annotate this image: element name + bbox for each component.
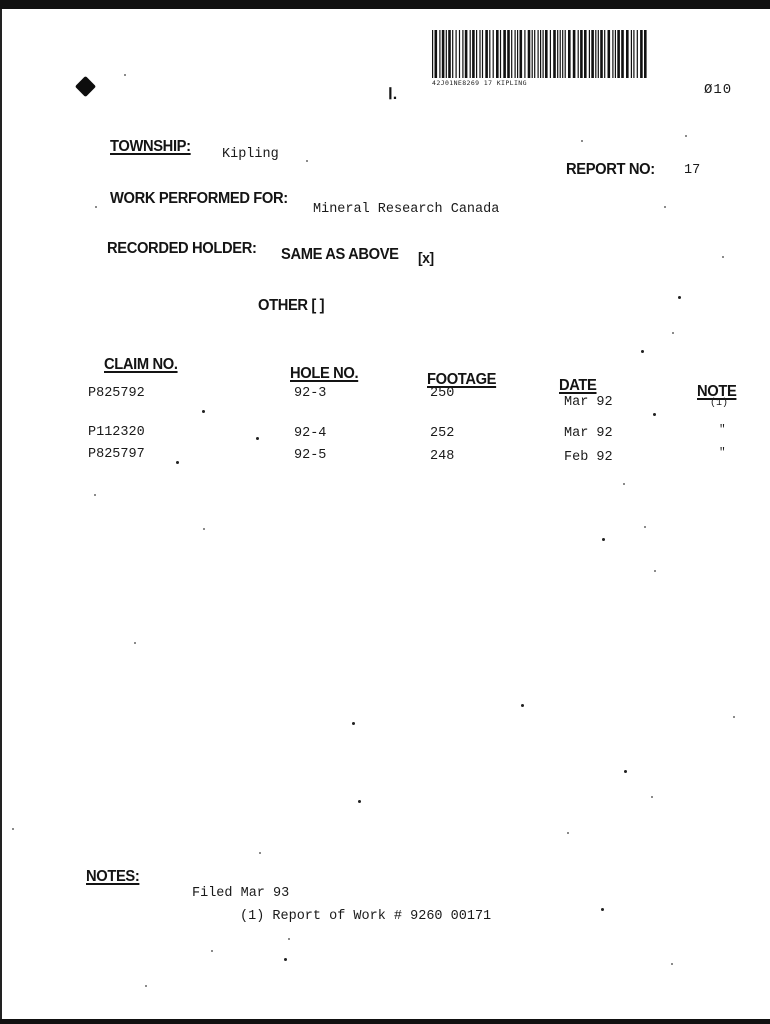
barcode-bar (615, 30, 616, 78)
barcode-bar (452, 30, 453, 78)
barcode-bar (644, 30, 647, 78)
barcode-bar (565, 30, 566, 78)
barcode-bar (448, 30, 451, 78)
table-row-1-date: Mar 92 (564, 395, 613, 410)
barcode-bar (584, 30, 587, 78)
hole-no-header: HOLE NO. (290, 365, 359, 382)
barcode-bar (631, 30, 632, 78)
barcode-bar (485, 30, 488, 78)
table-row-3-note: " (719, 447, 726, 459)
barcode-bar (524, 30, 525, 78)
barcode-bar (637, 30, 638, 78)
barcode-bar (595, 30, 596, 78)
barcode-bar (553, 30, 556, 78)
barcode-bar (532, 30, 533, 78)
note-header: NOTE (697, 383, 737, 400)
barcode-bar (633, 30, 634, 78)
table-row-3-footage: 248 (430, 449, 455, 464)
scan-border-top (0, 0, 770, 9)
scan-border-bottom (0, 1019, 770, 1024)
barcode-bar (621, 30, 624, 78)
claim-no-header: CLAIM NO. (104, 356, 178, 373)
table-row-1-note: (1) (710, 398, 729, 409)
barcode-caption: 42J01NE8269 17 KIPLING (432, 79, 527, 87)
barcode-bar (580, 30, 583, 78)
barcode-bar (598, 30, 599, 78)
barcode-bar (446, 30, 447, 78)
barcode-bar (600, 30, 603, 78)
table-row-2-date: Mar 92 (564, 426, 613, 441)
barcode-bar (543, 30, 544, 78)
work-performed-value: Mineral Research Canada (313, 202, 500, 217)
table-row-3-hole: 92-5 (294, 448, 327, 463)
barcode-bar (439, 30, 440, 78)
barcode-bar (459, 30, 460, 78)
registration-mark-icon (75, 76, 96, 97)
table-row-2-footage: 252 (430, 426, 455, 441)
barcode-bar (507, 30, 510, 78)
page-code: Ø10 (704, 82, 733, 98)
notes-item-1: (1) Report of Work # 9260 00171 (240, 909, 492, 924)
barcode-bar (500, 30, 501, 78)
barcode-bar (493, 30, 494, 78)
footage-header: FOOTAGE (427, 371, 497, 388)
report-label: REPORT NO: (566, 161, 655, 178)
work-performed-label: WORK PERFORMED FOR: (110, 190, 288, 207)
barcode-bar (589, 30, 590, 78)
barcode-bar (626, 30, 629, 78)
barcode-bar (578, 30, 579, 78)
barcode-bar (550, 30, 551, 78)
barcode-bar (538, 30, 539, 78)
table-row-1-hole: 92-3 (294, 386, 327, 401)
barcode-bar (612, 30, 613, 78)
scan-border-left (0, 9, 2, 1019)
barcode-bar (476, 30, 477, 78)
barcode-bar (435, 30, 438, 78)
barcode-bar (465, 30, 468, 78)
same-as-above-checkbox: [x] (418, 250, 434, 267)
recorded-holder-value: SAME AS ABOVE (281, 246, 399, 263)
barcode-bar (456, 30, 457, 78)
township-value: Kipling (222, 147, 279, 162)
barcode-bar (604, 30, 605, 78)
barcode-bar (608, 30, 611, 78)
other-label: OTHER [ ] (258, 297, 325, 314)
barcode-bar (517, 30, 518, 78)
table-row-2-claim: P112320 (88, 425, 145, 440)
stray-mark: Ⅰ. (388, 86, 398, 103)
barcode-bar (560, 30, 561, 78)
table-row-1-claim: P825792 (88, 386, 145, 401)
barcode-bar (432, 30, 433, 78)
table-row-2-note: " (719, 424, 726, 436)
barcode-bar (470, 30, 471, 78)
barcode-bar (496, 30, 499, 78)
barcode-bar (489, 30, 490, 78)
barcode-bar (557, 30, 558, 78)
notes-label: NOTES: (86, 868, 140, 885)
recorded-holder-label: RECORDED HOLDER: (107, 240, 257, 257)
barcode-bar (511, 30, 512, 78)
barcode-bar (568, 30, 571, 78)
barcode-icon (432, 30, 648, 78)
table-row-3-date: Feb 92 (564, 450, 613, 465)
barcode-bar (472, 30, 475, 78)
barcode-bar (482, 30, 483, 78)
barcode-bar (515, 30, 516, 78)
barcode-bar (545, 30, 548, 78)
report-value: 17 (684, 163, 701, 178)
table-row-3-claim: P825797 (88, 447, 145, 462)
barcode-bar (591, 30, 594, 78)
table-row-1-footage: 250 (430, 386, 455, 401)
barcode-bar (562, 30, 563, 78)
barcode-bar (534, 30, 535, 78)
barcode-bar (503, 30, 506, 78)
township-label: TOWNSHIP: (110, 138, 191, 155)
barcode-bar (520, 30, 523, 78)
barcode-bar (540, 30, 541, 78)
barcode-bar (462, 30, 463, 78)
barcode-bar (442, 30, 445, 78)
barcode-bar (573, 30, 576, 78)
barcode-bar (528, 30, 531, 78)
barcode-bar (640, 30, 643, 78)
barcode-bar (617, 30, 620, 78)
barcode-bar (479, 30, 480, 78)
date-header: DATE (559, 377, 597, 394)
table-row-2-hole: 92-4 (294, 426, 327, 441)
notes-filed: Filed Mar 93 (192, 886, 290, 901)
